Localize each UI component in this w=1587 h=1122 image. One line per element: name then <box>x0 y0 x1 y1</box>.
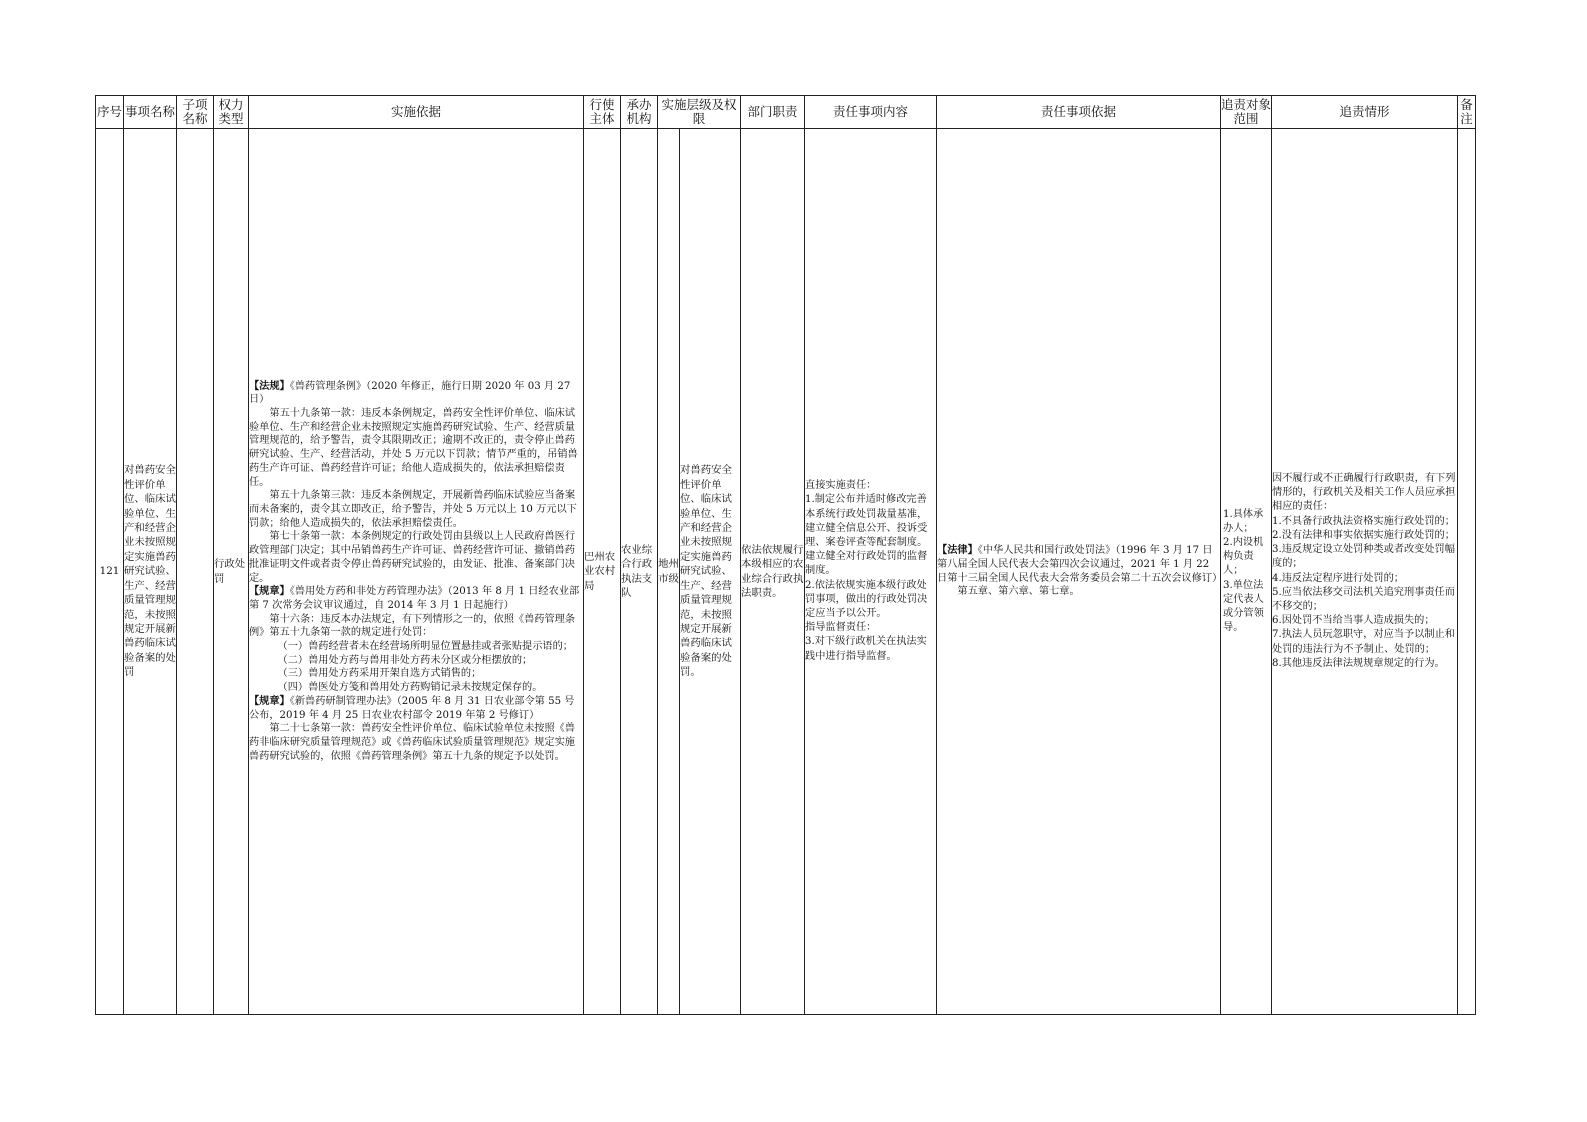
cell-remark <box>1458 129 1476 1015</box>
basis-para-12: 第二十七条第一款：兽药安全性评价单位、临床试验单位未按照《兽药非临床研究质量管理规范》或《兽药临床试验质量管理规范》规定实施兽药研究试验的，依照《兽药管理条例》第五十九条的规定予以处罚。 <box>249 723 576 762</box>
cell-item-name: 对兽药安全性评价单位、临床试验单位、生产和经营企业未按照规定实施兽药研究试验、生产、经营质量管理规范，未按照规定开展新兽药临床试验备案的处罚 <box>124 129 177 1015</box>
header-duty: 部门职责 <box>741 96 805 129</box>
basis-para-5: 【规章】《兽用处方药和非处方药管理办法》（2013 年 8 月 1 日经农业部第 7 次常务会议审议通过，自 2014 年 3 月 1 日起施行） <box>249 585 580 611</box>
cell-sub-item <box>177 129 214 1015</box>
table-header-row <box>96 96 1476 129</box>
basis-para-7: （一）兽药经营者未在经营场所明显位置悬挂或者张贴提示语的； <box>277 641 573 653</box>
basis-para-11: 【规章】《新兽药研制管理办法》（2005 年 8 月 31 日农业部令第 55 号公布，2019 年 4 月 25 日农业农村部令 2019 年第 2 号修订） <box>249 694 575 721</box>
header-situation: 追责情形 <box>1272 96 1458 129</box>
header-scope: 追责对象范围 <box>1221 96 1272 129</box>
basis-para-10: （四）兽医处方笺和兽用处方药购销记录未按规定保存的。 <box>277 682 543 694</box>
header-power-type: 权力类型 <box>214 96 249 129</box>
resp-basis-chapters: 第五章、第六章、第七章。 <box>957 586 1080 598</box>
basis-para-4: 第七十条第一款：本条例规定的行政处罚由县级以上人民政府兽医行政管理部门决定；其中吊销兽药生产许可证、兽药经营许可证、撤销兽药批准证明文件或者责令停止兽药研究试验的，由发证、批准、备案部门决定。 <box>249 531 576 584</box>
cell-level-a: 地州市级 <box>658 129 680 1015</box>
basis-para-8: （二）兽用处方药与兽用非处方药未分区或分柜摆放的； <box>277 654 533 666</box>
cell-subject: 巴州农业农村局 <box>584 129 621 1015</box>
basis-para-6: 第十六条：违反本办法规定，有下列情形之一的，依照《兽药管理条例》第五十九条第一款的规定进行处罚： <box>249 613 576 639</box>
header-basis: 实施依据 <box>249 96 584 129</box>
cell-resp-content: 直接实施责任： 1.制定公布并适时修改完善本系统行政处罚裁量基准，建立健全信息公开、投诉受理、案卷评查等配套制度。建立健全对行政处罚的监督制度。 2.依法依规实施本级行政处罚事项，做出的行政处罚决定应当予以公开。 指导监督责任： 3.对下级行政机关在执法实践中进行指导监督。 <box>805 129 937 1015</box>
power-list-table <box>95 95 1476 1015</box>
header-level: 实施层级及权限 <box>658 96 741 129</box>
cell-resp-basis <box>937 129 1221 1015</box>
header-subject: 行使主体 <box>584 96 621 129</box>
header-resp-content: 责任事项内容 <box>805 96 937 129</box>
header-resp-basis: 责任事项依据 <box>937 96 1221 129</box>
cell-duty: 依法依规履行本级相应的农业综合行政执法职责。 <box>741 129 805 1015</box>
basis-para-2: 第五十九条第一款：违反本条例规定，兽药安全性评价单位、临床试验单位、生产和经营企业未按照规定实施兽药研究试验、生产、经营质量管理规范的，给予警告，责令其限期改正；逾期不改正的，责令停止兽药研究试验、生产、经营活动，并处 5 万元以下罚款；情节严重的，吊销兽药生产许可证、兽药经营许可证；给他人造成损失的，依法承担赔偿责任。 <box>249 408 578 488</box>
cell-level-b: 对兽药安全性评价单位、临床试验单位、生产和经营企业未按照规定实施兽药研究试验、生产、经营质量管理规范，未按照规定开展新兽药临床试验备案的处罚。 <box>680 129 741 1015</box>
cell-seq: 121 <box>96 129 124 1015</box>
header-seq: 序号 <box>96 96 124 129</box>
basis-para-1: 【法规】《兽药管理条例》（2020 年修正，施行日期 2020 年 03 月 27 日） <box>249 379 571 406</box>
header-item-name: 事项名称 <box>124 96 177 129</box>
resp-basis-law: 【法律】《中华人民共和国行政处罚法》（1996 年 3 月 17 日第八届全国人民代表大会第四次会议通过，2021 年 1 月 22 日第十三届全国人民代表大会常务委员会第二十五次会议修订） <box>937 544 1223 584</box>
basis-para-9: （三）兽用处方药采用开架自选方式销售的； <box>277 668 482 680</box>
basis-para-3: 第五十九条第三款：违反本条例规定，开展新兽药临床试验应当备案而未备案的，责令其立即改正，给予警告，并处 5 万元以上 10 万元以下罚款；给他人造成损失的，依法承担赔偿责任。 <box>249 490 577 529</box>
header-remark: 备注 <box>1458 96 1476 129</box>
cell-situation: 因不履行或不正确履行行政职责，有下列情形的，行政机关及相关工作人员应承担相应的责任： 1.不具备行政执法资格实施行政处罚的； 2.没有法律和事实依据实施行政处罚的； 3.违反规定设立处罚种类或者改变处罚幅度的； 4.违反法定程序进行处罚的； 5.应当依法移交司法机关追究刑事责任而不移交的； 6.因处罚不当给当事人造成损失的； 7.执法人员玩忽职守，对应当予以制止和处罚的违法行为不予制止、处罚的； 8.其他违反法律法规规章规定的行为。 <box>1272 129 1458 1015</box>
table-row <box>96 129 1476 1015</box>
header-sub-item: 子项名称 <box>177 96 214 129</box>
cell-org: 农业综合行政执法支队 <box>621 129 658 1015</box>
header-org: 承办机构 <box>621 96 658 129</box>
cell-scope: 1.具体承办人； 2.内设机构负责人； 3.单位法定代表人或分管领导。 <box>1221 129 1272 1015</box>
cell-basis <box>249 129 584 1015</box>
cell-power-type: 行政处罚 <box>214 129 249 1015</box>
